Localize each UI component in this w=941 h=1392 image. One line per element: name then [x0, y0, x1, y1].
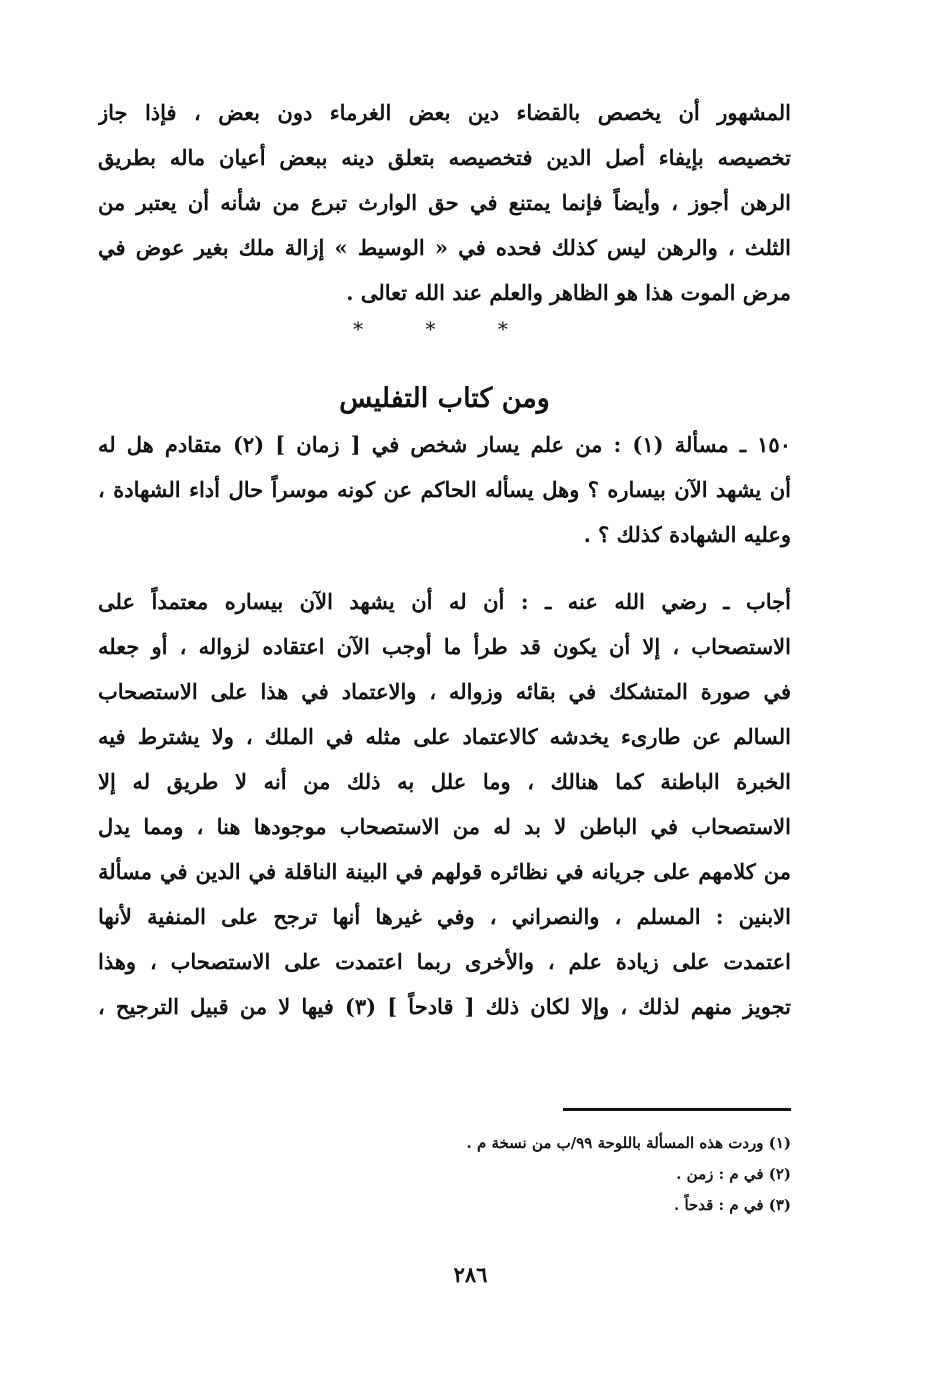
text-line: في صورة المتشكك في بقائه وزواله ، والاعتماد في هذا على الاستصحاب — [98, 679, 791, 704]
intro-paragraph — [98, 90, 791, 315]
text-line: مرض الموت هذا هو الظاهر والعلم عند الله تعالى . — [346, 280, 791, 305]
text-line: الاستصحاب في الباطن لا بد له من الاستصحاب موجودها هنا ، ومما يدل — [98, 814, 791, 839]
text-line: الرهن أجوز ، وأيضاً فإنما يمتنع في حق الوارث تبرع من شأنه أن يعتبر من — [98, 190, 791, 215]
text-line: تجويز منهم لذلك ، وإلا لكان ذلك [ قادحاً ] (٣) فيها لا من قبيل الترجيح ، — [98, 994, 791, 1019]
text-line: الخبرة الباطنة كما هنالك ، وما علل به ذلك من أنه لا طريق له إلا — [98, 769, 791, 794]
text-line: الابنين : المسلم ، والنصراني ، وفي غيرها أنها ترجح على المنفية لأنها — [98, 904, 791, 929]
text-line: المشهور أن يخصص بالقضاء دين بعض الغرماء دون بعض ، فإذا جاز — [98, 100, 791, 125]
footnote-rule — [563, 1108, 791, 1111]
text-line: ١٥٠ ـ مسألة (١) : من علم يسار شخص في [ زمان ] (٢) متقادم هل له — [98, 432, 791, 457]
footnote: (٢) في م : زمن . — [676, 1165, 791, 1183]
footnotes — [467, 1128, 792, 1221]
section-separator: * * * — [353, 317, 536, 341]
text-line: اعتمدت على زيادة علم ، والأخرى ربما اعتمدت على الاستصحاب ، وهذا — [98, 949, 791, 974]
page-number: ٢٨٦ — [453, 1262, 488, 1287]
text-line: الاستصحاب ، إلا أن يكون قد طرأ ما أوجب الآن اعتقاده لزواله ، أو جعله — [98, 634, 791, 659]
page-body — [98, 90, 791, 1029]
footnote: (٣) في م : قدحاً . — [674, 1196, 791, 1214]
text-line: أن يشهد الآن بيساره ؟ وهل يسأله الحاكم عن كونه موسراً حال أداء الشهادة ، — [98, 477, 791, 502]
text-line: السالم عن طارىء يخدشه كالاعتماد على مثله في الملك ، ولا يشترط فيه — [98, 724, 791, 749]
section-title: ومن كتاب التفليس — [339, 383, 550, 414]
text-line: تخصيصه بإيفاء أصل الدين فتخصيصه بتعلق دينه ببعض أعيان ماله بطريق — [98, 145, 791, 170]
question-paragraph — [98, 422, 791, 557]
footnote: (١) وردت هذه المسألة باللوحة ٩٩/ب من نسخة م . — [466, 1134, 791, 1152]
text-line: الثلث ، والرهن ليس كذلك فحده في « الوسيط » إزالة ملك بغير عوض في — [98, 235, 791, 260]
text-line: وعليه الشهادة كذلك ؟ . — [583, 522, 791, 547]
text-line: أجاب ـ رضي الله عنه ـ : أن له أن يشهد الآن بيساره معتمداً على — [98, 589, 791, 614]
answer-paragraph — [98, 579, 791, 1029]
text-line: من كلامهم على جريانه في نظائره قولهم في البينة الناقلة في الدين في مسألة — [98, 859, 791, 884]
